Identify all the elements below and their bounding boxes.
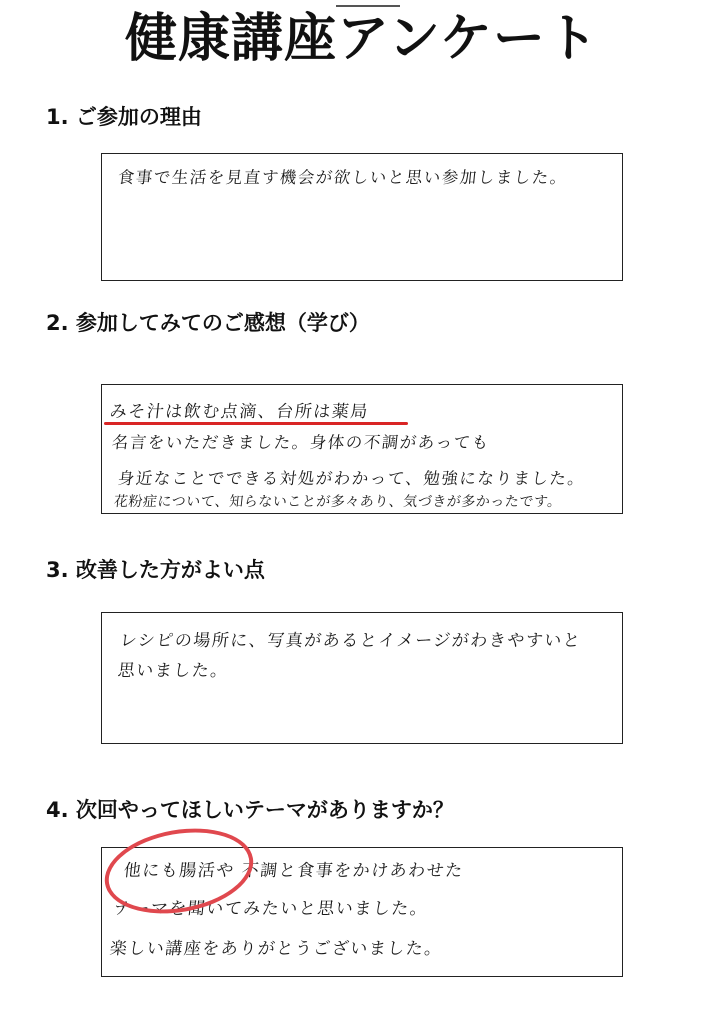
page-title: 健康講座アンケート [125, 9, 599, 69]
question-4-answer-box [101, 847, 623, 977]
question-1-answer-box [101, 153, 623, 281]
question-1-heading: 1. ご参加の理由 [46, 105, 202, 129]
answer-line: 花粉症について、知らないことが多々あり、気づきが多かったです。 [113, 494, 563, 510]
question-2-answer-box [101, 384, 623, 514]
question-4-heading: 4. 次回やってほしいテーマがありますか？ [46, 798, 454, 822]
answer-line: 食事で生活を見直す機会が欲しいと思い参加しました。 [116, 168, 569, 187]
answer-line: 他にも腸活や 不調と食事をかけあわせた [122, 861, 465, 881]
answer-line: レシピの場所に、写真があるとイメージがわきやすいと [118, 631, 583, 651]
answer-line: みそ汁は飲む点滴、台所は薬局 [108, 402, 370, 422]
answer-line: 身近なことでできる対処がわかって、勉強になりました。 [116, 469, 587, 488]
answer-line: 名言をいただきました。身体の不調があっても [110, 433, 491, 452]
red-underline [104, 422, 408, 425]
question-3-heading: 3. 改善した方がよい点 [46, 558, 265, 582]
question-3-answer-box [101, 612, 623, 744]
answer-line: テーマを聞いてみたいと思いました。 [112, 899, 430, 919]
answer-line: 楽しい講座をありがとうございました。 [108, 939, 444, 959]
answer-line: 思いました。 [116, 661, 230, 681]
question-2-heading: 2. 参加してみてのご感想（学び） [46, 311, 370, 335]
